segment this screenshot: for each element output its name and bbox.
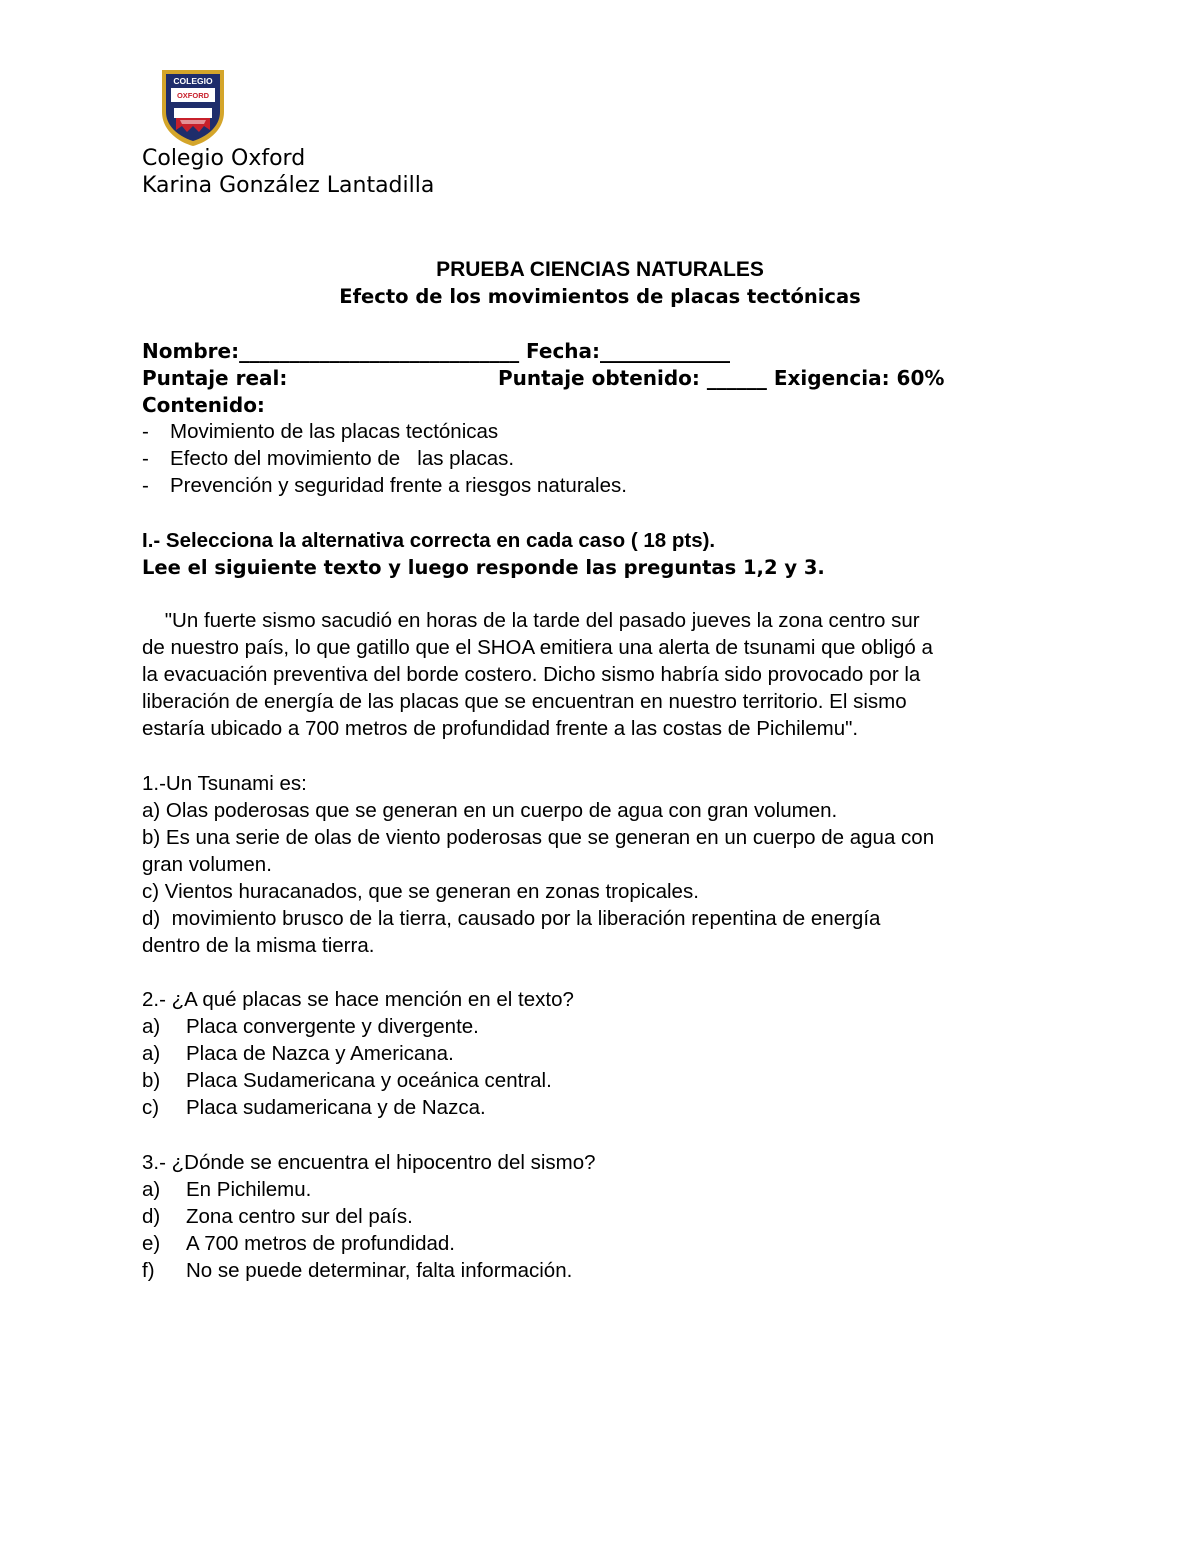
list-item: - Efecto del movimiento de las placas. xyxy=(142,447,515,470)
answer-option: e) A 700 metros de profundidad. xyxy=(142,1232,455,1255)
section-heading xyxy=(142,527,825,581)
exam-titles xyxy=(0,256,1200,310)
section-title: I.- Selecciona la alternativa correcta en cada caso ( 18 pts). xyxy=(142,529,716,552)
question-2 xyxy=(142,986,1072,1121)
nombre-label: Nombre: xyxy=(142,339,240,363)
exam-subtitle: Efecto de los movimientos de placas tectónicas xyxy=(339,285,861,308)
puntaje-real-label: Puntaje real: xyxy=(142,366,288,390)
passage-line: de nuestro país, lo que gatillo que el SHOA emitiera una alerta de tsunami que obligó a xyxy=(142,636,933,659)
question-line: a) Olas poderosas que se generan en un cuerpo de agua con gran volumen. xyxy=(142,799,838,822)
school-logo xyxy=(160,68,226,148)
question-line: d) movimiento brusco de la tierra, causado por la liberación repentina de energía xyxy=(142,907,881,930)
passage-line: "Un fuerte sismo sacudió en horas de la tarde del pasado jueves la zona centro sur xyxy=(142,609,920,632)
question-stem: 1.-Un Tsunami es: xyxy=(142,772,307,795)
answer-option: a) Placa convergente y divergente. xyxy=(142,1015,479,1038)
question-line: c) Vientos huracanados, que se generan en zonas tropicales. xyxy=(142,880,699,903)
question-stem: 2.- ¿A qué placas se hace mención en el texto? xyxy=(142,988,574,1011)
logo-text-mid: OXFORD xyxy=(176,91,210,100)
question-3 xyxy=(142,1149,1072,1284)
answer-option: c) Placa sudamericana y de Nazca. xyxy=(142,1096,486,1119)
shield-logo-icon xyxy=(160,68,226,148)
school-header xyxy=(142,145,434,199)
answer-option: a) En Pichilemu. xyxy=(142,1178,312,1201)
passage-line: liberación de energía de las placas que se encuentran en nuestro territorio. El sismo xyxy=(142,690,907,713)
school-name: Colegio Oxford xyxy=(142,146,306,171)
answer-option: a) Placa de Nazca y Americana. xyxy=(142,1042,454,1065)
puntaje-obtenido-blank: ______ xyxy=(706,366,767,390)
passage-line: estaría ubicado a 700 metros de profundidad frente a las costas de Pichilemu". xyxy=(142,717,859,740)
answer-option: d) Zona centro sur del país. xyxy=(142,1205,413,1228)
reading-passage xyxy=(142,607,1062,742)
nombre-blank: ____________________________ xyxy=(239,339,520,363)
exigencia-text: Exigencia: 60% xyxy=(773,366,945,390)
contenido-label: Contenido: xyxy=(142,393,265,417)
student-info xyxy=(142,338,1062,419)
name-date-row xyxy=(142,338,1062,365)
exam-title: PRUEBA CIENCIAS NATURALES xyxy=(436,258,764,281)
list-item: - Movimiento de las placas tectónicas xyxy=(142,420,499,443)
fecha-blank: _____________ xyxy=(600,339,731,363)
list-item: - Prevención y seguridad frente a riesgos naturales. xyxy=(142,474,627,497)
answer-option: b) Placa Sudamericana y oceánica central. xyxy=(142,1069,552,1092)
contenido-row xyxy=(142,392,1062,419)
question-stem: 3.- ¿Dónde se encuentra el hipocentro del sismo? xyxy=(142,1151,596,1174)
logo-text-top: COLEGIO xyxy=(173,76,213,86)
question-line: b) Es una serie de olas de viento poderosas que se generan en un cuerpo de agua con xyxy=(142,826,935,849)
section-instruction: Lee el siguiente texto y luego responde las preguntas 1,2 y 3. xyxy=(142,556,825,579)
puntaje-obtenido-label: Puntaje obtenido: xyxy=(498,366,700,390)
question-line: gran volumen. xyxy=(142,853,272,876)
puntaje-obtenido-group xyxy=(498,365,944,392)
content-list xyxy=(142,418,627,499)
fecha-label: Fecha: xyxy=(526,339,601,363)
teacher-name: Karina González Lantadilla xyxy=(142,173,435,198)
answer-option: f) No se puede determinar, falta información. xyxy=(142,1259,573,1282)
question-line: dentro de la misma tierra. xyxy=(142,934,375,957)
score-row xyxy=(142,365,1062,392)
question-1 xyxy=(142,770,1072,959)
passage-line: la evacuación preventiva del borde costero. Dicho sismo habría sido provocado por la xyxy=(142,663,921,686)
